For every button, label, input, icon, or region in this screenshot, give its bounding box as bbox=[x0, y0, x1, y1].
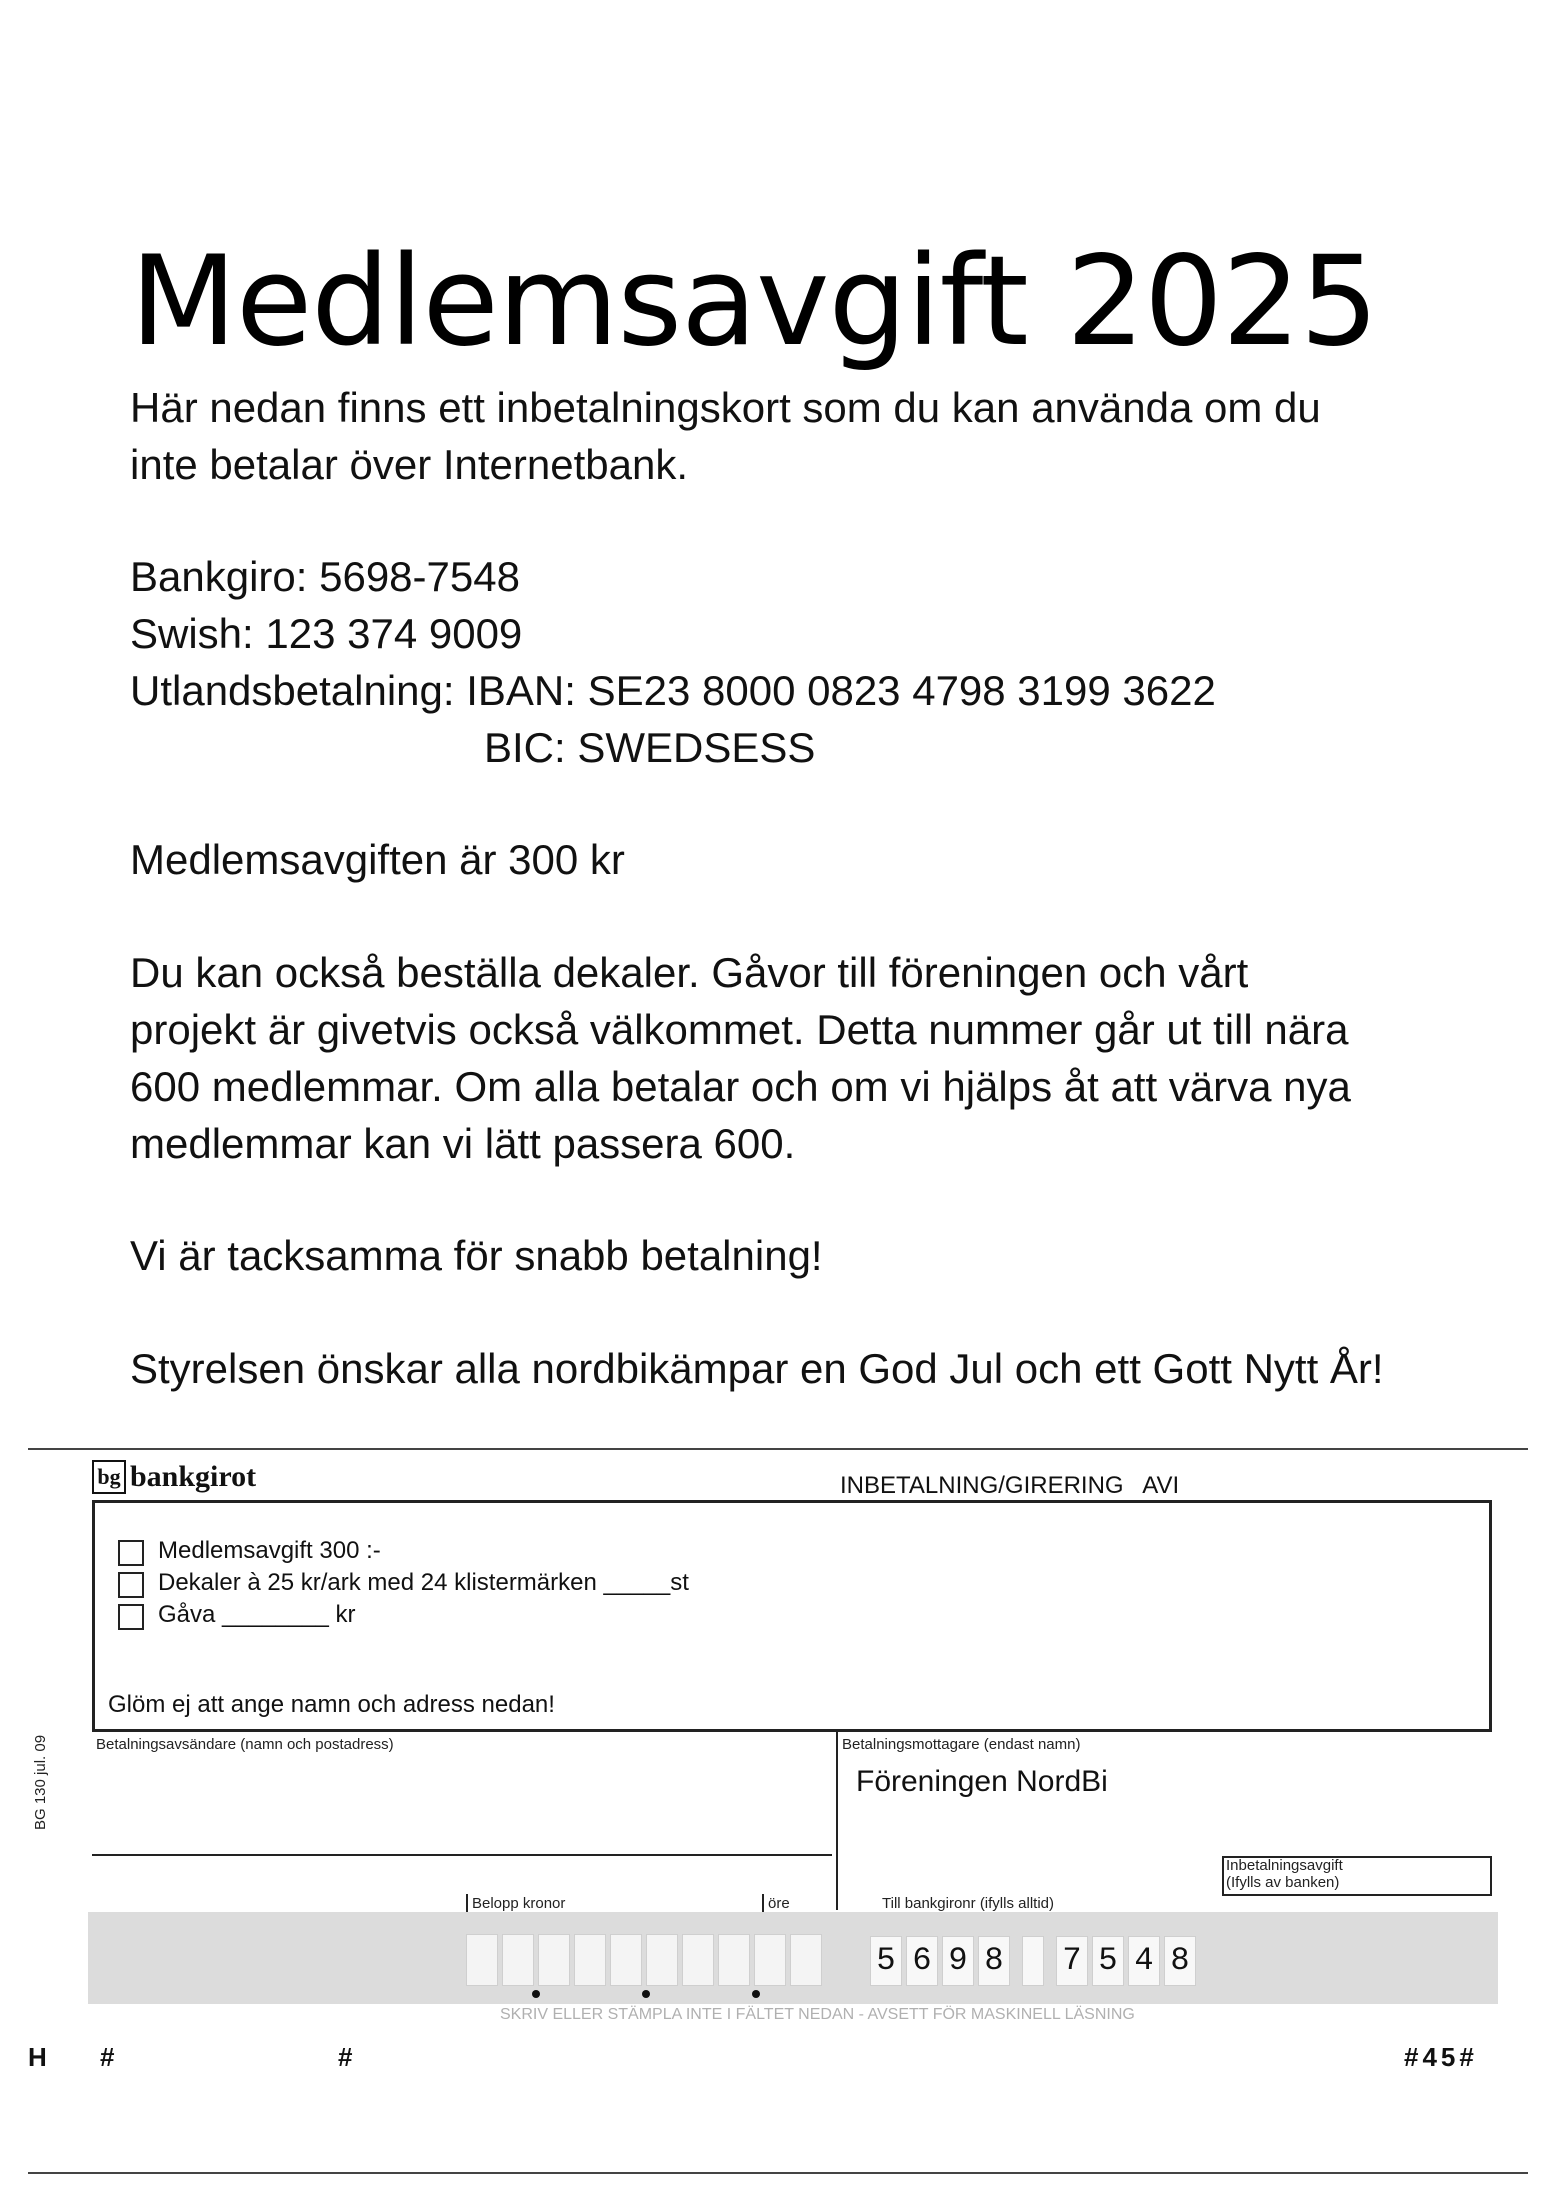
paragraph-line-2: projekt är givetvis också välkommet. Detta nummer går ut till nära bbox=[130, 1006, 1349, 1053]
account-digit: 5 bbox=[1092, 1936, 1124, 1986]
amount-label: Belopp kronor bbox=[472, 1895, 566, 1912]
option-checkbox-stickers[interactable] bbox=[118, 1572, 144, 1598]
greeting-line: Styrelsen önskar alla nordbikämpar en God Jul och ett Gott Nytt År! bbox=[130, 1345, 1384, 1392]
account-label: Till bankgironr (ifylls alltid) bbox=[882, 1895, 1054, 1912]
option-label-gift: Gåva ________ kr bbox=[158, 1601, 356, 1628]
option-checkbox-membership[interactable] bbox=[118, 1540, 144, 1566]
amount-digit-box[interactable] bbox=[610, 1934, 642, 1986]
ore-digit-box[interactable] bbox=[718, 1934, 750, 1986]
form-type-label: INBETALNING/GIRERING AVI bbox=[840, 1472, 1180, 1499]
swish-line: Swish: 123 374 9009 bbox=[130, 610, 523, 657]
ore-label-tick bbox=[762, 1894, 764, 1912]
sender-recipient-divider bbox=[836, 1732, 838, 1910]
account-digit: 7 bbox=[1056, 1936, 1088, 1986]
paragraph-line-4: medlemmar kan vi lätt passera 600. bbox=[130, 1120, 796, 1167]
cut-line-top bbox=[28, 1448, 1528, 1450]
recipient-label: Betalningsmottagare (endast namn) bbox=[842, 1736, 1081, 1753]
sender-field[interactable] bbox=[96, 1756, 830, 1852]
ocr-hash-1: # bbox=[100, 2042, 115, 2072]
intro-line-1: Här nedan finns ett inbetalningskort som du kan använda om du bbox=[130, 384, 1321, 431]
account-digit: 8 bbox=[978, 1936, 1010, 1986]
side-form-code: BG 130 jul. 09 bbox=[32, 1734, 49, 1830]
amount-digit-box[interactable] bbox=[682, 1934, 714, 1986]
amount-digit-box[interactable] bbox=[574, 1934, 606, 1986]
amount-digit-box[interactable] bbox=[646, 1934, 678, 1986]
ocr-h-marker: H bbox=[28, 2042, 47, 2072]
intro-line-2: inte betalar över Internetbank. bbox=[130, 441, 689, 488]
paragraph-line-3: 600 medlemmar. Om alla betalar och om vi hjälps åt att värva nya bbox=[130, 1063, 1351, 1110]
recipient-name: Föreningen NordBi bbox=[856, 1765, 1108, 1798]
account-digit-separator bbox=[1022, 1936, 1044, 1986]
ocr-reference: #45# bbox=[1404, 2042, 1478, 2072]
option-label-membership: Medlemsavgift 300 :- bbox=[158, 1537, 381, 1564]
amount-digit-box[interactable] bbox=[466, 1934, 498, 1986]
amount-digit-box[interactable] bbox=[502, 1934, 534, 1986]
cut-line-bottom bbox=[28, 2172, 1528, 2174]
thanks-line: Vi är tacksamma för snabb betalning! bbox=[130, 1232, 823, 1279]
sender-label: Betalningsavsändare (namn och postadress) bbox=[96, 1736, 394, 1753]
bankgirot-logo-text: bankgirot bbox=[130, 1460, 257, 1493]
account-digit: 6 bbox=[906, 1936, 938, 1986]
account-digit: 8 bbox=[1164, 1936, 1196, 1986]
paragraph-line-1: Du kan också beställa dekaler. Gåvor till föreningen och vårt bbox=[130, 949, 1249, 996]
bankgirot-logo-mark: bg bbox=[92, 1460, 126, 1494]
sender-bottom-line bbox=[92, 1854, 832, 1856]
fee-line: Medlemsavgiften är 300 kr bbox=[130, 836, 625, 883]
ocr-warning: SKRIV ELLER STÄMPLA INTE I FÄLTET NEDAN - AVSETT FÖR MASKINELL LÄSNING bbox=[500, 2006, 1135, 2023]
bic-line: BIC: SWEDSESS bbox=[484, 724, 816, 771]
amount-label-tick bbox=[466, 1894, 468, 1912]
ore-label: öre bbox=[768, 1895, 790, 1912]
reminder-text: Glöm ej att ange namn och adress nedan! bbox=[108, 1691, 555, 1718]
ore-digit-box[interactable] bbox=[790, 1934, 822, 1986]
fee-label-line-1: Inbetalningsavgift bbox=[1226, 1857, 1343, 1874]
option-checkbox-gift[interactable] bbox=[118, 1604, 144, 1630]
separator-dot bbox=[642, 1990, 650, 1998]
separator-dot bbox=[752, 1990, 760, 1998]
account-digit: 5 bbox=[870, 1936, 902, 1986]
ore-digit-box[interactable] bbox=[754, 1934, 786, 1986]
iban-line: Utlandsbetalning: IBAN: SE23 8000 0823 4798 3199 3622 bbox=[130, 667, 1216, 714]
account-digit: 4 bbox=[1128, 1936, 1160, 1986]
account-digit: 9 bbox=[942, 1936, 974, 1986]
amount-digit-box[interactable] bbox=[538, 1934, 570, 1986]
separator-dot bbox=[532, 1990, 540, 1998]
fee-label-line-2: (Ifylls av banken) bbox=[1226, 1874, 1340, 1891]
bankgiro-line: Bankgiro: 5698-7548 bbox=[130, 553, 520, 600]
option-label-stickers: Dekaler à 25 kr/ark med 24 klistermärken _____st bbox=[158, 1569, 689, 1596]
page-title: Medlemsavgift 2025 bbox=[130, 230, 1378, 374]
ocr-hash-2: # bbox=[338, 2042, 353, 2072]
